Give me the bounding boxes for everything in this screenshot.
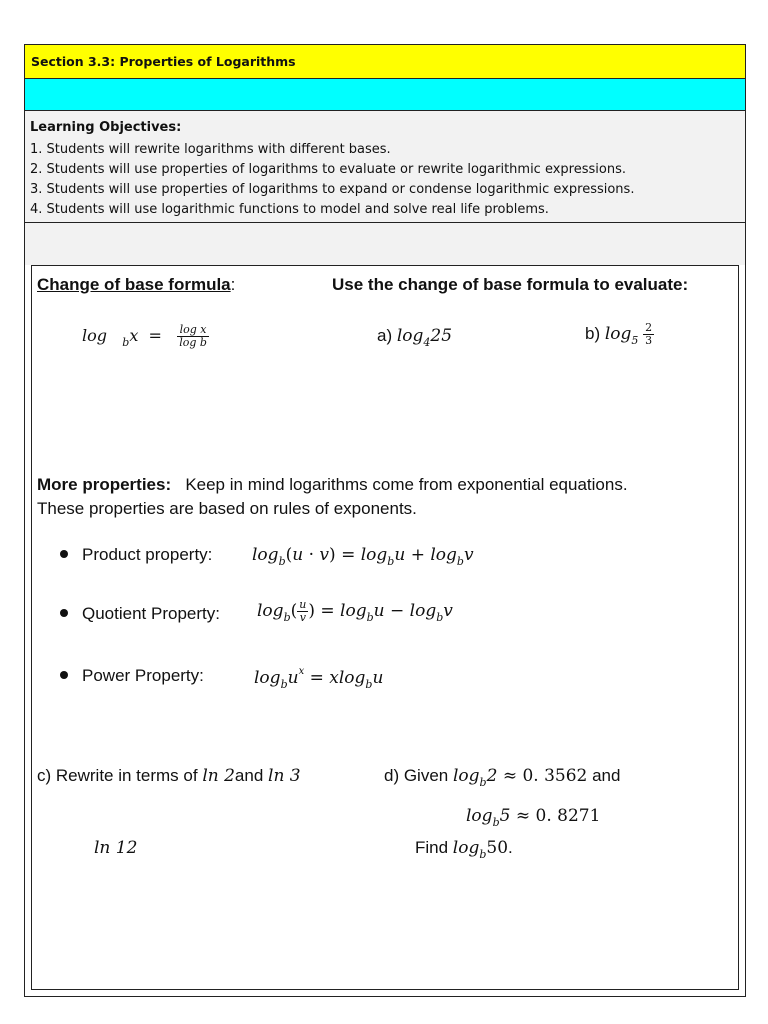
- highlight-bar: [25, 79, 745, 111]
- worksheet-frame: [24, 44, 746, 997]
- evaluate-heading: Use the change of base formula to evaluate:: [332, 275, 689, 294]
- product-property: Product property:: [60, 545, 212, 565]
- content-box: [31, 265, 739, 990]
- product-property-formula: $\log_b(u \cdot v) = \log_bu + \log_bv$: [252, 545, 474, 568]
- objective-item: 2. Students will use properties of logarithms to evaluate or rewrite logarithmic expressions.: [30, 162, 626, 177]
- part-c: c) Rewrite in terms of ln 2and ln 3: [37, 766, 301, 786]
- bullet-icon: [60, 550, 68, 558]
- part-d-given-2: $\log_b5 \approx 0$. 8271: [466, 806, 601, 829]
- learning-objectives: [25, 111, 745, 223]
- quotient-property: Quotient Property:: [60, 604, 220, 624]
- part-b: b) $\log_5$ $\frac{2}{3}$: [585, 321, 653, 347]
- power-property-formula: $\log_bu^x = xlog_bu$: [254, 666, 384, 691]
- objective-item: 1. Students will rewrite logarithms with different bases.: [30, 142, 391, 157]
- more-properties-line2: These properties are based on rules of exponents.: [37, 499, 417, 518]
- part-a: a) $\log_425$: [377, 326, 453, 349]
- objectives-heading: Learning Objectives:: [30, 120, 182, 135]
- section-title: Section 3.3: Properties of Logarithms: [31, 54, 296, 69]
- quotient-property-formula: $\log_b$( $\frac{u}{v}$ ) = $\log_bu - \log_bv$: [257, 598, 453, 624]
- change-of-base-formula: log $_b$x = $\frac{\text{log x}}{\text{log b}}$: [82, 323, 207, 349]
- part-c-expression: ln 12: [94, 838, 138, 858]
- objective-item: 4. Students will use logarithmic functions to model and solve real life problems.: [30, 202, 549, 217]
- bullet-icon: [60, 609, 68, 617]
- section-title-bar: [25, 45, 745, 79]
- part-d-given: d) Given $\log_b2 \approx 0$. 3562 and: [384, 766, 621, 789]
- more-properties-line1: More properties: Keep in mind logarithms come from exponential equations.: [37, 475, 628, 494]
- objective-item: 3. Students will use properties of logarithms to expand or condense logarithmic expressions.: [30, 182, 635, 197]
- part-d-find: Find $\log_b50$.: [415, 838, 513, 861]
- bullet-icon: [60, 671, 68, 679]
- change-of-base-heading: Change of base formula:: [37, 275, 236, 294]
- power-property: Power Property:: [60, 666, 204, 686]
- spacer-row: [25, 223, 745, 265]
